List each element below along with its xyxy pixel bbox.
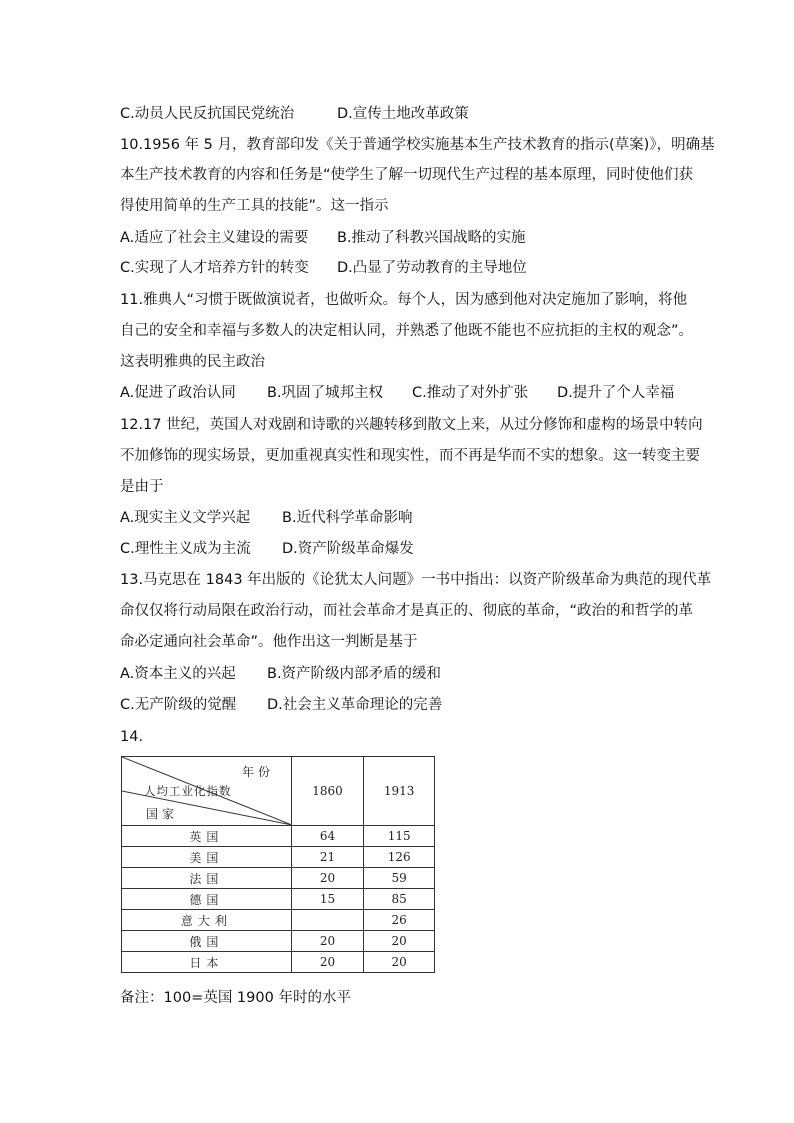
q13-option-b: B.资产阶级内部矛盾的缓和 — [267, 666, 442, 682]
q11-stem-line-1: 11.雅典人“习惯于既做演说者，也做听众。每个人，因为感到他对决定施加了影响，将他 — [120, 292, 688, 308]
value-1913-cell: 26 — [364, 910, 435, 931]
value-1860-cell: 64 — [291, 826, 364, 847]
value-1913-cell: 85 — [364, 889, 435, 910]
value-1860-cell: 15 — [291, 889, 364, 910]
value-1913-cell: 20 — [364, 931, 435, 952]
q11-option-d: D.提升了个人幸福 — [557, 385, 675, 401]
table-row — [122, 826, 435, 847]
q11-option-a: A.促进了政治认同 — [120, 385, 236, 401]
table-row — [122, 889, 435, 910]
value-1913-cell: 20 — [364, 952, 435, 973]
table-row — [122, 910, 435, 931]
table-row — [122, 868, 435, 889]
table-row — [122, 847, 435, 868]
industrialization-table — [121, 756, 435, 973]
header-year-1913: 1913 — [364, 757, 435, 826]
q11-stem-line-2: 自己的安全和幸福与多数人的决定相认同，并熟悉了他既不能也不应抗拒的主权的观念”。 — [120, 323, 694, 339]
table-row — [122, 931, 435, 952]
value-1860-cell: 20 — [291, 931, 364, 952]
q12-option-d: D.资产阶级革命爆发 — [282, 541, 414, 557]
q10-stem-line-2: 本生产技术教育的内容和任务是“使学生了解一切现代生产过程的基本原理，同时使他们获 — [120, 167, 694, 183]
value-1860-cell: 20 — [291, 868, 364, 889]
country-cell: 英国 — [122, 826, 292, 847]
value-1860-cell — [291, 910, 364, 931]
q13-stem-line-3: 命必定通向社会革命”。他作出这一判断是基于 — [120, 634, 418, 650]
q12-stem-line-1: 12.17 世纪，英国人对戏剧和诗歌的兴趣转移到散文上来，从过分修饰和虚构的场景中转向 — [120, 417, 703, 433]
q10-option-b: B.推动了科教兴国战略的实施 — [337, 230, 526, 246]
country-cell: 法国 — [122, 868, 292, 889]
country-cell: 美国 — [122, 847, 292, 868]
q11-option-c: C.推动了对外扩张 — [412, 385, 529, 401]
q12-option-c: C.理性主义成为主流 — [120, 541, 251, 557]
country-cell: 日本 — [122, 952, 292, 973]
value-1860-cell: 20 — [291, 952, 364, 973]
q9-option-c: C.动员人民反抗国民党统治 — [120, 106, 295, 122]
q13-option-a: A.资本主义的兴起 — [120, 666, 236, 682]
table-row — [122, 952, 435, 973]
q12-option-a: A.现实主义文学兴起 — [120, 510, 251, 526]
q13-option-c: C.无产阶级的觉醒 — [120, 697, 237, 713]
q12-stem-line-2: 不加修饰的现实场景，更加重视真实性和现实性，而不再是华而不实的想象。这一转变主要 — [120, 448, 700, 464]
q12-stem-line-3: 是由于 — [120, 479, 164, 495]
value-1913-cell: 59 — [364, 868, 435, 889]
value-1860-cell: 21 — [291, 847, 364, 868]
value-1913-cell: 115 — [364, 826, 435, 847]
diagonal-header-cell — [122, 757, 292, 826]
country-cell: 德国 — [122, 889, 292, 910]
country-cell: 意大利 — [122, 910, 292, 931]
q10-stem-line-1: 10.1956 年 5 月，教育部印发《关于普通学校实施基本生产技术教育的指示(草案)》，明确基 — [120, 137, 715, 153]
q10-option-c: C.实现了人才培养方针的转变 — [120, 260, 309, 276]
header-year-label: 年份 — [242, 765, 275, 779]
q11-stem-line-3: 这表明雅典的民主政治 — [120, 354, 265, 370]
header-year-1860: 1860 — [291, 757, 364, 826]
q12-option-b: B.近代科学革命影响 — [282, 510, 413, 526]
value-1913-cell: 126 — [364, 847, 435, 868]
table-header-row — [122, 757, 435, 826]
q13-option-d: D.社会主义革命理论的完善 — [267, 697, 443, 713]
q10-stem-line-3: 得使用简单的生产工具的技能”。这一指示 — [120, 198, 389, 214]
header-index-label: 人均工业化指数 — [144, 784, 232, 798]
q14-number: 14. — [120, 729, 144, 745]
country-cell: 俄国 — [122, 931, 292, 952]
q13-stem-line-2: 命仅仅将行动局限在政治行动，而社会革命才是真正的、彻底的革命，“政治的和哲学的革 — [120, 603, 694, 619]
q10-option-a: A.适应了社会主义建设的需要 — [120, 230, 309, 246]
q13-stem-line-1: 13.马克思在 1843 年出版的《论犹太人问题》一书中指出：以资产阶级革命为典范的现代革 — [120, 572, 712, 588]
table-note: 备注：100=英国 1900 年时的水平 — [120, 990, 351, 1006]
header-country-label: 国家 — [146, 807, 179, 821]
q11-option-b: B.巩固了城邦主权 — [267, 385, 384, 401]
q9-option-d: D.宣传土地改革政策 — [337, 106, 469, 122]
q10-option-d: D.凸显了劳动教育的主导地位 — [337, 260, 527, 276]
